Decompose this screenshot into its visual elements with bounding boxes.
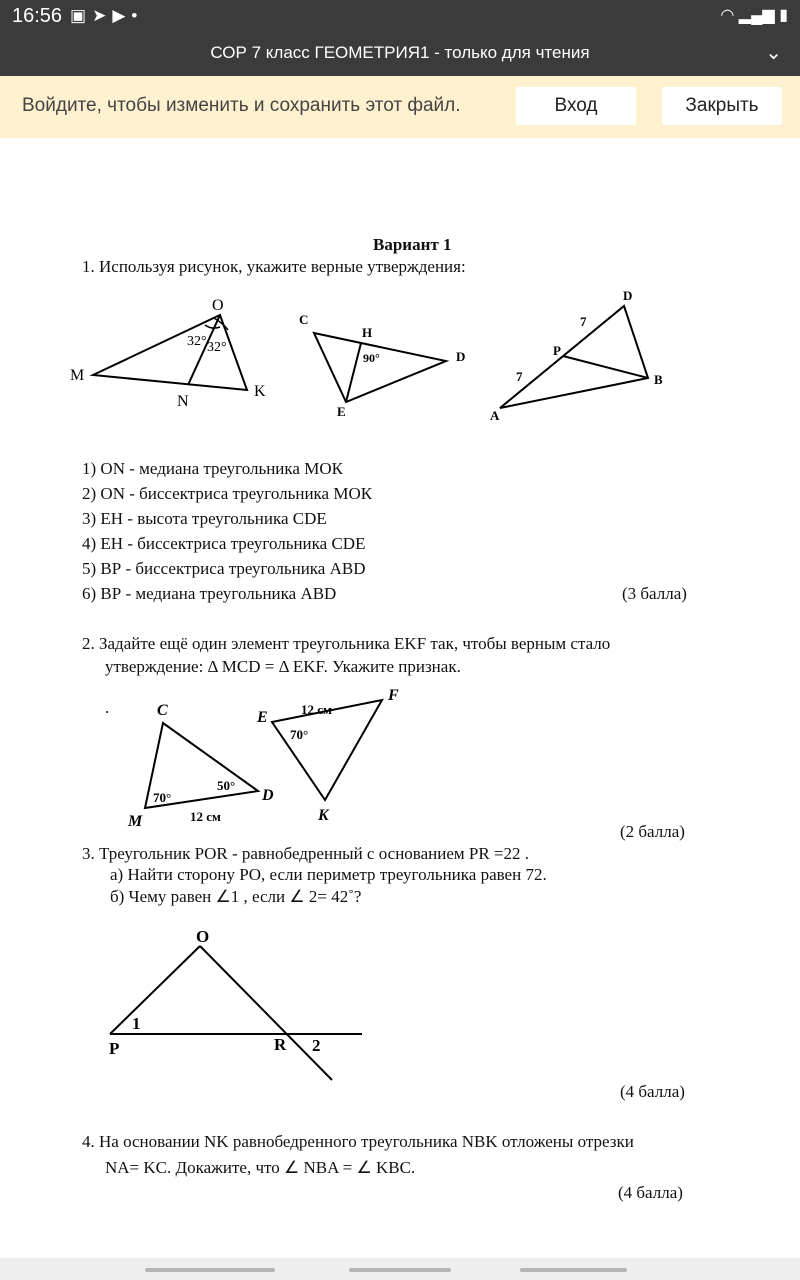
q1-option-5: 5) ВР - биссектриса треугольника ABD	[82, 559, 366, 578]
label-d2: D	[262, 787, 274, 804]
document-title: СОР 7 класс ГЕОМЕТРИЯ1 - только для чтения	[210, 43, 590, 62]
q1-option-6: 6) ВР - медиана треугольника ABD	[82, 584, 337, 603]
angle-1: 32°	[187, 334, 207, 349]
signin-banner	[0, 76, 800, 138]
status-bar	[0, 0, 800, 34]
label-c: C	[299, 312, 309, 327]
youtube-icon: ▶	[112, 6, 132, 25]
q4-points: (4 балла)	[618, 1183, 683, 1202]
angle-70-e: 70°	[290, 727, 309, 742]
q2-line-2: утверждение: Δ MCD = Δ EKF. Укажите признак.	[105, 657, 461, 676]
q4-line-1: 4. На основании NK равнобедренного треугольника NBK отложены отрезки	[82, 1132, 634, 1151]
label-c2: C	[157, 702, 168, 719]
chevron-down-icon[interactable]: ⌄	[765, 42, 782, 64]
label-k: K	[254, 383, 266, 400]
signal-icon: ▂▄▆	[738, 7, 775, 24]
q2-points: (2 балла)	[620, 822, 685, 841]
angle-label-2: 2	[312, 1036, 321, 1055]
q1-option-1: 1) ON - медиана треугольника МОК	[82, 459, 343, 478]
q2-dot: .	[105, 698, 110, 717]
q2-line-1: 2. Задайте ещё один элемент треугольника EKF так, чтобы верным стало	[82, 634, 611, 653]
label-e: E	[337, 404, 346, 419]
side-7-bottom: 7	[516, 369, 523, 384]
scroll-indicator-right[interactable]	[520, 1268, 627, 1272]
q1-points: (3 балла)	[622, 584, 687, 603]
telegram-icon: ➤	[92, 6, 113, 25]
q3-line-3: б) Чему равен ∠1 , если ∠ 2= 42˚?	[110, 887, 362, 906]
label-o3: O	[196, 927, 210, 946]
scroll-indicator-left[interactable]	[145, 1268, 275, 1272]
side-md: 12 см	[190, 809, 221, 824]
label-f2: F	[388, 688, 399, 704]
q1-option-4: 4) ЕН - биссектриса треугольника СDE	[82, 534, 366, 553]
close-button[interactable]: Закрыть	[662, 87, 782, 125]
clock: 16:56	[12, 5, 63, 27]
q1-option-2: 2) ON - биссектриса треугольника МОК	[82, 484, 373, 503]
bottom-bar	[0, 1258, 800, 1280]
q3-line-1: 3. Треугольник POR - равнобедренный с основанием PR =22 .	[82, 844, 530, 863]
label-p3-fig: P	[109, 1039, 120, 1058]
q2-figures	[0, 688, 800, 833]
label-d: D	[456, 349, 466, 364]
battery-icon: ▮	[779, 7, 788, 24]
title-bar	[0, 34, 800, 76]
q3-points: (4 балла)	[620, 1082, 685, 1101]
angle-label-1: 1	[132, 1014, 141, 1033]
triangle-abd	[500, 306, 648, 408]
label-k2: K	[318, 807, 329, 824]
system-icons	[720, 5, 788, 25]
angle-50-d: 50°	[217, 778, 236, 793]
document-page	[0, 138, 800, 1260]
banner-message: Войдите, чтобы изменить и сохранить этот файл.	[22, 95, 461, 116]
angle-90: 90°	[363, 351, 380, 365]
triangle-cde	[314, 333, 446, 402]
q1-title: 1. Используя рисунок, укажите верные утверждения:	[82, 257, 466, 276]
wifi-icon: ◠	[720, 7, 735, 24]
side-ef: 12 см	[301, 702, 332, 717]
label-h: H	[362, 325, 373, 340]
triangle-por	[110, 946, 362, 1080]
q3-figure	[0, 918, 800, 1088]
label-a3: A	[490, 408, 500, 423]
label-b3: B	[654, 372, 663, 387]
label-n: N	[177, 393, 189, 410]
notification-icons	[70, 6, 143, 26]
label-m2: M	[128, 813, 143, 830]
side-7-top: 7	[580, 314, 587, 329]
scroll-indicator-center[interactable]	[349, 1268, 451, 1272]
label-e2: E	[257, 709, 268, 726]
q4-line-2: NA= KC. Докажите, что ∠ NBA = ∠ KBC.	[105, 1158, 416, 1177]
label-d3: D	[623, 288, 633, 303]
variant-heading: Вариант 1	[373, 235, 452, 254]
angle-70-m: 70°	[153, 790, 172, 805]
label-p3: P	[553, 343, 561, 358]
q1-figures	[0, 288, 800, 428]
image-icon: ▣	[70, 6, 93, 25]
angle-2: 32°	[207, 340, 227, 355]
q1-option-3: 3) ЕН - высота треугольника СDE	[82, 509, 327, 528]
label-o: O	[212, 297, 224, 314]
q3-line-2: а) Найти сторону PO, если периметр треугольника равен 72.	[110, 865, 547, 884]
label-r3: R	[274, 1035, 287, 1054]
dot-icon: •	[131, 6, 144, 25]
login-button[interactable]: Вход	[516, 87, 636, 125]
label-m: M	[70, 367, 85, 384]
